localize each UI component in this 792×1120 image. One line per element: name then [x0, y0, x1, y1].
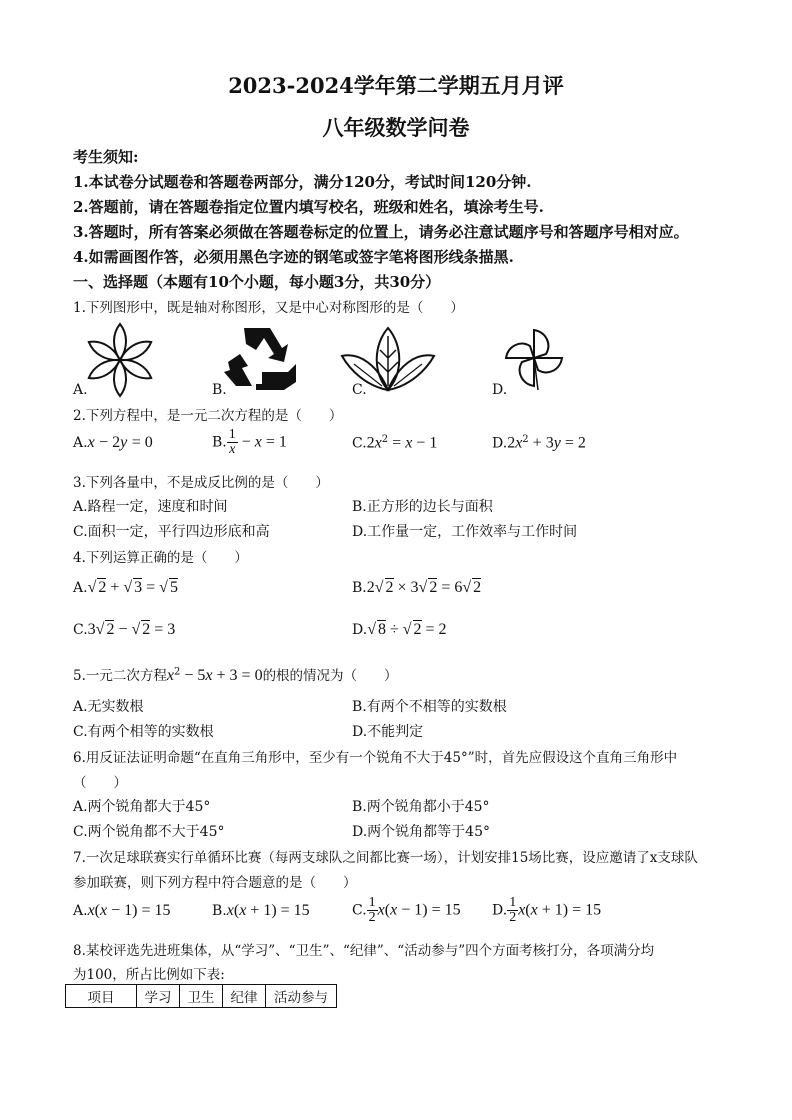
- notice-item-4: 4.如需画图作答，必须用黑色字迹的钢笔或签字笔将图形线条描黑.: [73, 248, 514, 266]
- question-3-stem: 3.下列各量中，不是成反比例的是（ ）: [73, 475, 329, 491]
- question-6-stem-line-1: 6.用反证法证明命题“在直角三角形中，至少有一个锐角不大于45°”时，首先应假设这个直角三角形中: [73, 750, 678, 766]
- option-label: B.: [212, 434, 227, 451]
- question-5-option-a: A.无实数根: [73, 699, 144, 715]
- option-label: C.: [352, 902, 367, 919]
- table-row: [66, 985, 337, 1008]
- question-7-option-a: A.x(x − 1) = 15: [73, 902, 171, 919]
- question-4-stem: 4.下列运算正确的是（ ）: [73, 550, 248, 566]
- question-2-option-c: $C.2x^2 = x - 1$: [352, 434, 438, 452]
- notice-item-2: 2.答题前，请在答题卷指定位置内填写校名，班级和姓名，填涂考生号.: [73, 198, 544, 216]
- exam-title: 2023-2024学年第二学期五月月评: [228, 73, 564, 98]
- question-3-option-a: A.路程一定，速度和时间: [73, 499, 228, 515]
- table-header-cell: 活动参与: [266, 985, 337, 1008]
- option-label: B.: [352, 580, 367, 596]
- question-1-option-d-label: D.: [492, 382, 508, 398]
- question-7-option-d: D. $\frac{1}{2}$ x(x + 1) = 15: [492, 895, 602, 925]
- option-label: C.: [352, 435, 367, 452]
- question-3-option-d: D.工作量一定，工作效率与工作时间: [352, 524, 578, 540]
- notice-item-3: 3.答题时，所有答案必须做在答题卷标定的位置上，请务必注意试题序号和答题序号相对应。: [73, 223, 689, 241]
- option-label: D.: [492, 435, 508, 452]
- question-2-option-b: B. $\frac{1}{x}$ − x = 1: [212, 427, 287, 457]
- question-2-option-d: $D.2x^2 + 3y = 2$: [492, 434, 586, 452]
- option-label: D.: [492, 902, 508, 919]
- question-5-option-b: B.有两个不相等的实数根: [352, 699, 507, 715]
- option-label: B.: [212, 903, 227, 919]
- question-3-option-b: B.正方形的边长与面积: [352, 499, 493, 515]
- exam-subtitle: 八年级数学问卷: [322, 115, 470, 140]
- question-7-stem-line-2: 参加联赛，则下列方程中符合题意的是（ ）: [73, 875, 357, 891]
- question-7-option-b: B.x(x + 1) = 15: [212, 902, 310, 919]
- question-4-option-a: A.√ 2 + √ 3 = √ 5: [73, 579, 178, 596]
- question-7-stem-line-1: 7.一次足球联赛实行单循环比赛（每两支球队之间都比赛一场），计划安排15场比赛，设应邀请了x支球队: [73, 850, 698, 866]
- table-header-cell: 项目: [66, 985, 137, 1008]
- option-label: D.: [352, 622, 368, 638]
- question-1-option-a-label: A.: [73, 382, 88, 398]
- question-1-stem: 1.下列图形中，既是轴对称图形，又是中心对称图形的是（ ）: [73, 300, 464, 316]
- question-4-option-d: D.√ 8 ÷ √ 2 = 2: [352, 621, 447, 638]
- table-header-cell: 卫生: [180, 985, 223, 1008]
- question-7-option-c: C. $\frac{1}{2}$ x(x − 1) = 15: [352, 895, 461, 925]
- question-8-stem-line-1: 8.某校评选先进班集体，从“学习”、“卫生”、“纪律”、“活动参与”四个方面考核打分，各项满分均: [73, 943, 655, 959]
- question-5-stem: 5.一元二次方程$x^2 - 5x + 3 = 0$的根的情况为（ ）: [73, 666, 398, 684]
- table-header-cell: 学习: [137, 985, 180, 1008]
- weight-table: [65, 984, 337, 1008]
- question-4-option-b: B.2√ 2 × 3√ 2 = 6√ 2: [352, 579, 482, 596]
- question-6-option-a: A.两个锐角都大于45°: [73, 799, 211, 815]
- option-label: C.: [73, 622, 88, 638]
- question-6-option-d: D.两个锐角都等于45°: [352, 824, 490, 840]
- figure-flower-icon: [80, 322, 160, 400]
- question-6-option-b: B.两个锐角都小于45°: [352, 799, 490, 815]
- table-header-cell: 纪律: [223, 985, 266, 1008]
- figure-recycle-icon: [222, 324, 298, 394]
- question-2-option-a: A.x − 2y = 0: [73, 434, 153, 451]
- figure-pinwheel-icon: [502, 326, 566, 392]
- question-1-option-b-label: B.: [212, 382, 227, 398]
- question-5-option-c: C.有两个相等的实数根: [73, 724, 214, 740]
- notice-item-1: 1.本试卷分试题卷和答题卷两部分，满分120分，考试时间120分钟.: [73, 173, 532, 191]
- section-heading-choice: 一、选择题（本题有10个小题，每小题3分，共30分）: [73, 273, 441, 291]
- question-8-stem-line-2: 为100，所占比例如下表:: [73, 967, 225, 983]
- question-5-option-d: D.不能判定: [352, 724, 424, 740]
- option-label: A.: [73, 435, 88, 451]
- option-label: A.: [73, 580, 88, 596]
- question-6-option-c: C.两个锐角都不大于45°: [73, 824, 225, 840]
- question-1-option-c-label: C.: [352, 382, 367, 398]
- notice-heading: 考生须知:: [73, 148, 139, 166]
- option-label: A.: [73, 903, 88, 919]
- question-6-stem-line-2: （ ）: [73, 775, 127, 791]
- question-3-option-c: C.面积一定，平行四边形底和高: [73, 524, 270, 540]
- question-2-stem: 2.下列方程中，是一元二次方程的是（ ）: [73, 408, 343, 424]
- question-4-option-c: C.3√ 2 − √ 2 = 3: [73, 621, 176, 638]
